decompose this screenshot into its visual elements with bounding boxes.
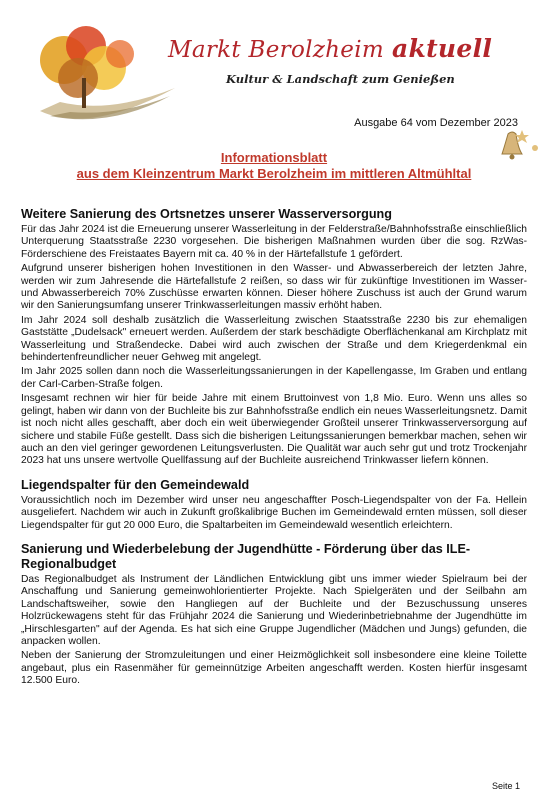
section-heading: Weitere Sanierung des Ortsnetzes unserer Wasserversorgung [21, 207, 392, 221]
masthead-title [168, 34, 492, 63]
paragraph: Für das Jahr 2024 ist die Erneuerung unserer Wasserleitung in der Felderstraße/Bahnhofsstraße einschließlich Unterquerung Staatsstraße 2230 vorgesehen. Die bisherigen Maßnahmen wurden über die sog. RzWas-Förderschiene des Freistaates Bayern mit ca. 40 % in der Härtefallstufe 1 gefördert. [21, 224, 527, 260]
paragraph: Voraussichtlich noch im Dezember wird unser neu angeschaffter Posch-Liegendspalter von der Fa. Hellein ausgeliefert. Nachdem wir auch in Zukunft großkalibrige Buchen im Gemeindewald ernten müssen, soll dieser Liegendspalter für gut 20 000 Euro, die Spaltarbeiten im Gemeindewald wesentlich erleichtern. [21, 494, 527, 531]
masthead-title-main: Markt Berolzheim [168, 37, 384, 63]
section-heading: Sanierung und Wiederbelebung der Jugendhütte - Förderung über das ILE-Regionalbudget [21, 541, 471, 571]
paragraph: Neben der Sanierung der Stromzuleitungen und einer Heizmöglichkeit soll insbesondere eine kleine Toilette angebaut, plus ein Rasenmäher für gemeinnützige Arbeiten angeschafft werden. Kosten hierfür insgesamt 12.500 Euro. [21, 650, 527, 687]
paragraph: Im Jahr 2024 soll deshalb zusätzlich die Wasserleitung zwischen Staatsstraße 2230 bis zur ehemaligen Gaststätte „Dudelsack" erneuert werden. Außerdem der stark beschädigte Oberflächenkanal am Kirchplatz mit Wasserleitung und Straßendecke. Dabei wird auch zwischen der Straße und dem Kriegerdenkmal ein behindertenfreundlicher neuer Gehweg mit angelegt. [21, 314, 527, 364]
info-banner [0, 150, 548, 182]
paragraph: Im Jahr 2025 sollen dann noch die Wasserleitungssanierungen in der Kapellengasse, Im Graben und entlang der Carl-Carben-Straße folgen. [21, 366, 527, 390]
section-youth-hut [21, 542, 527, 688]
paragraph: Das Regionalbudget als Instrument der Ländlichen Entwicklung gibt uns immer wieder Spielraum bei der Anschaffung und Sanierung gemeinwohlorientierter Projekte. Nach Spielgeräten und der Seilbahn am Landschaftsweiher, sowie den Hangliegen auf der Buchleite und der Bezuschussung unseres Holzrückewagens steht für das Frühjahr 2024 die Sanierung und Wiederinbetriebnahme der Jugendhütte im „Hirschlesgarten" auf der Agenda. Es hat sich eine Gruppe Jugendlicher (Mädchen und Jungs) gefunden, die anpacken wollen. [21, 573, 527, 647]
info-subtitle: aus dem Kleinzentrum Markt Berolzheim im mittleren Altmühltal [76, 166, 472, 181]
section-heading: Liegendspalter für den Gemeindewald [21, 477, 250, 492]
issue-label: Ausgabe 64 vom Dezember 2023 [354, 117, 518, 129]
info-title: Informationsblatt [220, 150, 328, 165]
section-log-splitter [21, 478, 527, 532]
masthead-title-accent: aktuell [391, 34, 493, 63]
masthead [0, 0, 548, 140]
autumn-tree-swoosh-logo [30, 16, 180, 131]
section-water-supply [21, 207, 527, 468]
page-number: Seite 1 [491, 781, 520, 791]
paragraph: Insgesamt rechnen wir hier für beide Jahre mit einem Bruttoinvest von 1,8 Mio. Euro. Wenn uns alles so gelingt, haben wir dann von der Buchleite bis zur Bahnhofsstraße endlich ein neues Wasserleitungsnetz. Damit ist noch nicht alles geschafft, aber doch ein weit überwiegender Großteil unserer Trinkwasserversorgung auf sichere und stabile Füße gestellt. Dass sich die bisherigen Leitungssanierungen bemerkbar machen, sehen wir auch an den viel geringer gewordenen Leitungsverlusten. Die Qualität war auch sehr gut und trotz Trockenjahr 2023 hat uns unsere wertvolle Quellfassung auf der Buchleite ausreichend Trinkwasser liefern können. [21, 393, 527, 467]
article-body [21, 207, 527, 698]
masthead-tagline: Kultur & Landschaft zum Genießen [226, 72, 455, 86]
paragraph: Aufgrund unserer bisherigen hohen Investitionen in den Wasser- und Abwasserbereich der letzten Jahre, werden wir zum Jahresende die Härtefallstufe 2 reißen, so dass wir für zukünftige Investitionen im Wasser- und Abwasserbereich 70% Zuschüsse erwarten können. Dieser höhere Zuschuss ist auch der Grund warum wir den Sanierungsumfang unserer Trinkwasserleitungen massiv erhöht haben. [21, 263, 527, 312]
